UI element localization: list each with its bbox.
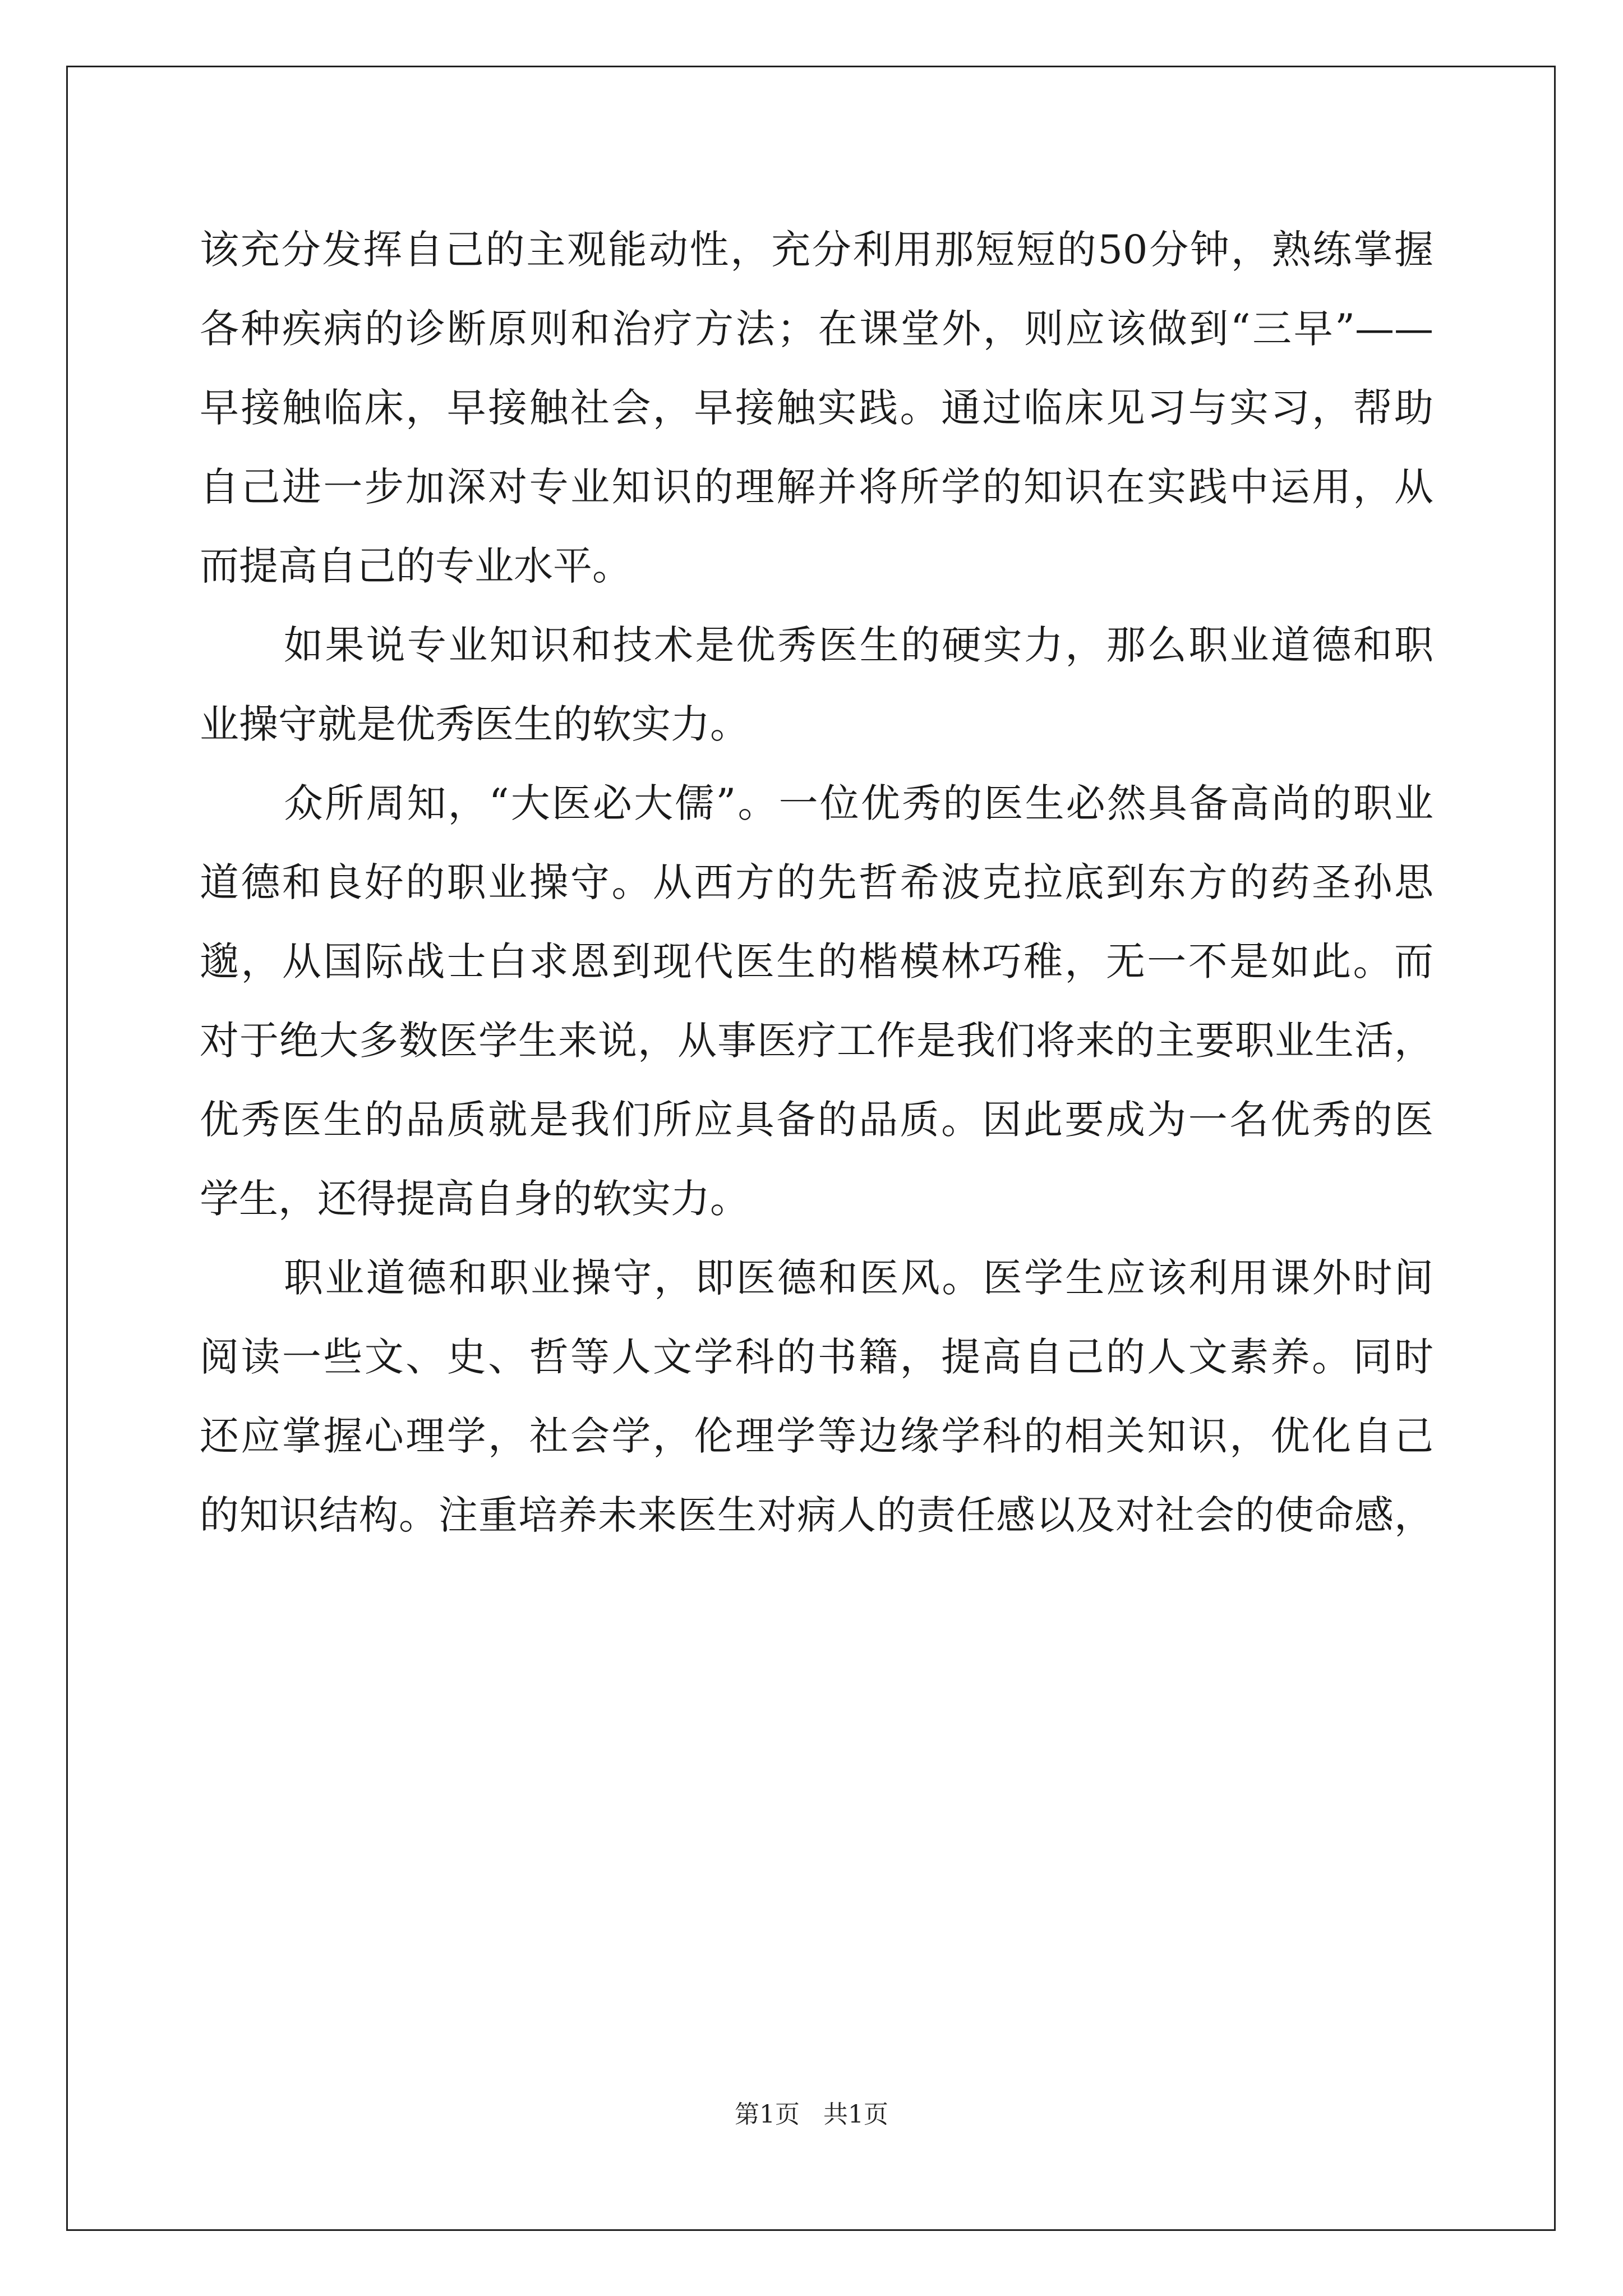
page-footer: 第1页 共1页 [735, 2100, 888, 2129]
text-line: 自己进一步加深对专业知识的理解并将所学的知识在实践中运用，从 [200, 464, 1433, 510]
text-line: 道德和良好的职业操守。从西方的先哲希波克拉底到东方的药圣孙思 [200, 859, 1433, 905]
text-line: 学生，还得提高自身的软实力。 [200, 1176, 749, 1222]
text-line: 该充分发挥自己的主观能动性，充分利用那短短的50分钟，熟练掌握 [200, 227, 1433, 273]
paragraph-first-line: 众所周知，“大医必大儒”。一位优秀的医生必然具备高尚的职业 [284, 780, 1433, 826]
text-line: 邈，从国际战士白求恩到现代医生的楷模林巧稚，无一不是如此。而 [200, 938, 1433, 984]
text-line: 对于绝大多数医学生来说，从事医疗工作是我们将来的主要职业生活， [200, 1018, 1433, 1064]
text-line: 业操守就是优秀医生的软实力。 [200, 701, 749, 747]
text-line: 而提高自己的专业水平。 [200, 543, 631, 589]
text-line: 的知识结构。注重培养未来医生对病人的责任感以及对社会的使命感， [200, 1492, 1433, 1538]
text-line: 早接触临床，早接触社会，早接触实践。通过临床见习与实习，帮助 [200, 385, 1433, 431]
text-line: 阅读一些文、史、哲等人文学科的书籍，提高自己的人文素养。同时 [200, 1334, 1433, 1380]
text-line: 还应掌握心理学，社会学，伦理学等边缘学科的相关知识，优化自己 [200, 1413, 1433, 1459]
text-line: 各种疾病的诊断原则和治疗方法；在课堂外，则应该做到“三早”—— [200, 306, 1433, 352]
text-line: 优秀医生的品质就是我们所应具备的品质。因此要成为一名优秀的医 [200, 1097, 1433, 1143]
paragraph-first-line: 如果说专业知识和技术是优秀医生的硬实力，那么职业道德和职 [284, 622, 1433, 668]
paragraph-first-line: 职业道德和职业操守，即医德和医风。医学生应该利用课外时间 [284, 1255, 1433, 1301]
